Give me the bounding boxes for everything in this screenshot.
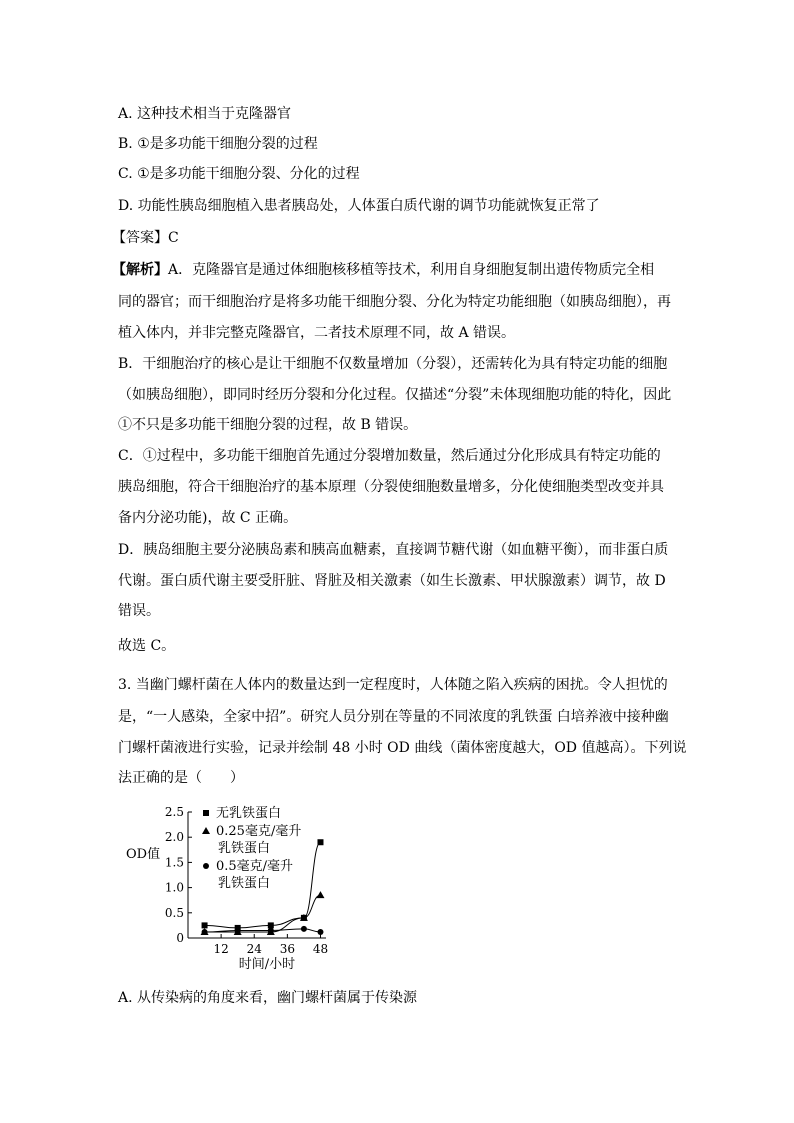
legend-label: 无乳铁蛋白 (216, 806, 282, 821)
data-point (316, 891, 324, 898)
question-line: 是，“一人感染，全家中招”。研究人员分别在等量的不同浓度的乳铁蛋 白培养液中接种幽 (118, 709, 669, 725)
legend-label: 乳铁蛋白 (218, 841, 271, 856)
analysis-line: D．胰岛细胞主要分泌胰岛素和胰高血糖素，直接调节糖代谢（如血糖平衡），而非蛋白质 (118, 542, 669, 558)
option-c: C. ①是多功能干细胞分裂、分化的过程 (118, 166, 360, 182)
y-tick-label: 1.0 (164, 880, 184, 895)
legend-marker (203, 863, 209, 869)
option-a: A. 这种技术相当于克隆器官 (118, 106, 292, 122)
question-line: 3. 当幽门螺杆菌在人体内的数量达到一定程度时，人体随之陷入疾病的困扰。令人担忧的 (118, 677, 668, 693)
analysis-line: 错误。 (118, 603, 160, 619)
analysis-line: 代谢。蛋白质代谢主要受肝脏、肾脏及相关激素（如生长激素、甲状腺激素）调节，故 D (118, 573, 666, 589)
analysis-line: 胰岛细胞，符合干细胞治疗的基本原理（分裂使细胞数量增多，分化使细胞类型改变并具 (118, 479, 664, 495)
data-point (268, 927, 274, 933)
x-tick-label: 24 (246, 942, 262, 956)
legend-label: 0.25毫克/毫升 (216, 824, 302, 839)
x-tick-label: 36 (279, 942, 296, 956)
x-tick-label: 48 (312, 942, 329, 956)
y-tick-label: 1.5 (164, 855, 184, 870)
legend-label: 乳铁蛋白 (218, 876, 271, 891)
data-point (301, 926, 307, 932)
option-a-bottom: A. 从传染病的角度来看，幽门螺杆菌属于传染源 (118, 990, 418, 1006)
data-point (202, 929, 208, 935)
analysis-line: B．干细胞治疗的核心是让干细胞不仅数量增加（分裂），还需转化为具有特定功能的细胞 (118, 356, 668, 372)
od-curve-chart (116, 800, 356, 975)
data-point (235, 927, 241, 933)
x-axis-label: 时间/小时 (238, 957, 296, 972)
analysis-label: 【解析】 (112, 262, 168, 278)
legend-marker (202, 827, 210, 834)
x-tick-label: 12 (213, 942, 229, 956)
analysis-line: 植入体内，并非完整克隆器官，二者技术原理不同，故 A 错误。 (118, 325, 516, 341)
option-d: D. 功能性胰岛细胞植入患者胰岛处，人体蛋白质代谢的调节功能就恢复正常了 (118, 198, 600, 214)
y-axis-label: OD值 (126, 847, 161, 862)
analysis-line: 备内分泌功能)，故 C 正确。 (118, 510, 298, 526)
question-line: 门螺杆菌液进行实验，记录并绘制 48 小时 OD 曲线（菌体密度越大，OD 值越高）。下列说 (118, 740, 687, 756)
analysis-line: C．①过程中，多功能干细胞首先通过分裂增加数量，然后通过分化形成具有特定功能的 (118, 448, 661, 464)
data-point (317, 839, 323, 845)
y-tick-label: 2.0 (164, 830, 184, 845)
y-tick-label: 0.5 (164, 905, 184, 920)
y-tick-label: 2.5 (164, 805, 184, 819)
analysis-paragraph (112, 260, 654, 280)
analysis-line: 同的器官；而干细胞治疗是将多功能干细胞分裂、分化为特定功能细胞（如胰岛细胞），再 (118, 294, 671, 310)
data-point (202, 922, 208, 928)
conclusion-line: 故选 C。 (118, 638, 176, 654)
answer-label: 【答案】C (112, 230, 179, 246)
y-tick-label: 0 (176, 931, 184, 945)
analysis-line: ①不只是多功能干细胞分裂的过程，故 B 错误。 (118, 417, 418, 433)
legend-label: 0.5毫克/毫升 (216, 859, 294, 874)
question-line: 法正确的是（ ） (118, 770, 244, 786)
option-b: B. ①是多功能干细胞分裂的过程 (118, 136, 318, 152)
analysis-line: A．克隆器官是通过体细胞核移植等技术，利用自身细胞复制出遗传物质完全相 (168, 262, 655, 278)
data-point (317, 929, 323, 935)
analysis-line: （如胰岛细胞），即同时经历分裂和分化过程。仅描述“分裂”未体现细胞功能的特化，因此 (118, 387, 672, 403)
legend-marker (203, 810, 209, 816)
